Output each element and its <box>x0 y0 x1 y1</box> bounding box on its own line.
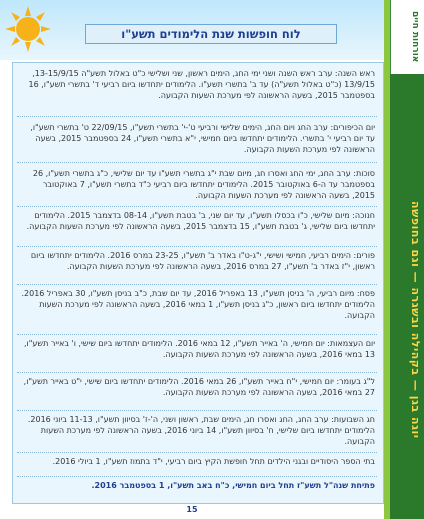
holiday-pesach: פסח: מיום רביעי, ה' בניסן תשע"ו, 13 באפריל 2016, עד יום שבת, כ"ב בניסן תשע"ו, 30 באפריל 2016. הלימודים יתחדשו ביום ראשון, כ"ג בניסן תשע"ו, 1 במאי 2016, בשעה הראשונה לפי מערכת השעות הקבועה. <box>17 287 377 335</box>
page-number: 15 <box>186 505 198 514</box>
holiday-list <box>12 62 384 504</box>
holiday-independence-day: יום העצמאות: יום חמישי, ה' באייר תשע"ו, 12 במאי 2016. הלימודים יתחדשו ביום שישי, ו' באייר תשע"ו, 13 במאי 2016, בשעה הראשונה לפי מערכת השעות הקבועה. <box>17 337 377 373</box>
holiday-yom-kippur: יום הכיפורים: ערב החג ויום החג, הימים שלישי ורביעי ט'-י' בתשרי תשע"ו, 22/09/15 ט' בתשרי תשע"ו, עד יום רביעי י' בתשרי. הלימודים יתחדשו ביום חמישי, י"א בתשרי תשע"ו, 24 בספטמבר 2015, בשעה הראשונה לפי מערכת השעות הקבועה. <box>17 121 377 163</box>
header <box>0 0 384 60</box>
sidebar-main-label: יוגה בגן — בקהילה ובשגרה — וגם בחופשה <box>409 201 422 439</box>
holiday-purim: פורים: הימים רביעי, חמישי ושישי, י"ג-ט"ו באדר ב' תשע"ו, 23-25 במרס 2016. הלימודים יתחדשו ביום ראשון, י"ז באדר ב' תשע"ו, 27 במרס 2016, בשעה הראשונה לפי מערכת השעות הקבועה. <box>17 249 377 285</box>
sidebar-top-box <box>390 0 424 74</box>
holiday-rosh-hashana: ראש השנה: ערב ראש השנה ושני ימי החג, הימים ראשון, שני ושלישי כ"ט באלול תשע"ה 13-15/9/15, 13/9/15 (כ"ט באלול תשע"ה) עד ב' בתשרי תשע"ו. הלימודים יתחדשו ביום רביעי ד' בתשרי תשע"ו, 16 בספטמבר 2015, בשעה הראשונה לפי מערכת השעות הקבועה. <box>17 67 377 117</box>
holiday-sukkot: סוכות: ערב החג, ימי החג ואסרו חג, מיום שבת י"ג בתשרי תשע"ו עד יום שלישי, כ"ג בתשרי תשע"ו, 26 בספטמבר עד ה-6 באוקטובר 2015. הלימודים יתחדשו ביום רביעי כ"ד בתשרי תשע"ו, 7 באוקטובר 2015, בשעה הראשונה לפי מערכת השעות הקבועה. <box>17 167 377 207</box>
page-title: לוח חופשות שנת הלימודים תשע"ו <box>85 24 337 44</box>
sidebar-top-label: אורחות חיים <box>410 11 420 63</box>
school-year-opening: פתיחת שנה"ל תשע"ז תחל ביום חמישי, כ"ח באב תשע"ו, 1 בספטמבר 2016. <box>91 481 375 490</box>
holiday-lag-baomer: ל"ג בעומר: יום חמישי, י"ח באייר תשע"ו, 26 במאי 2016. הלימודים יתחדשו ביום שישי, י"ט באייר תשע"ו, 27 במאי 2016, בשעה הראשונה לפי מערכת השעות הקבועה. <box>17 375 377 411</box>
sidebar <box>390 0 424 519</box>
holiday-hanukkah: חנוכה: מיום שלישי, כ"ו בכסלו תשע"ו, עד יום שני, ב' בטבת תשע"ו, 08-14 בדצמבר 2015. הלימודים יתחדשו ביום שלישי, ג' בטבת תשע"ו, 15 בדצמבר 2015, בשעה הראשונה לפי מערכת השעות הקבועה. <box>17 209 377 247</box>
holiday-shavuot: חג השבועות: ערב החג, החג ואסרו חג, הימים שבת, ראשון ושני, ה'-ז' בסיוון תשע"ו, 11-13 ביוני 2016. הלימודים יתחדשו ביום שלישי, ח' בסיוון תשע"ו, 14 ביוני 2016, בשעה הראשונה לפי מערכת השעות הקבועה. <box>17 413 377 453</box>
summer-vacation: בתי הספר היסודיים ובגני הילדים תחל חופשת הקיץ ביום רביעי, י"ד בתמוז תשע"ו, 1 ביולי 2016. <box>17 455 377 477</box>
sun-icon <box>3 4 53 54</box>
